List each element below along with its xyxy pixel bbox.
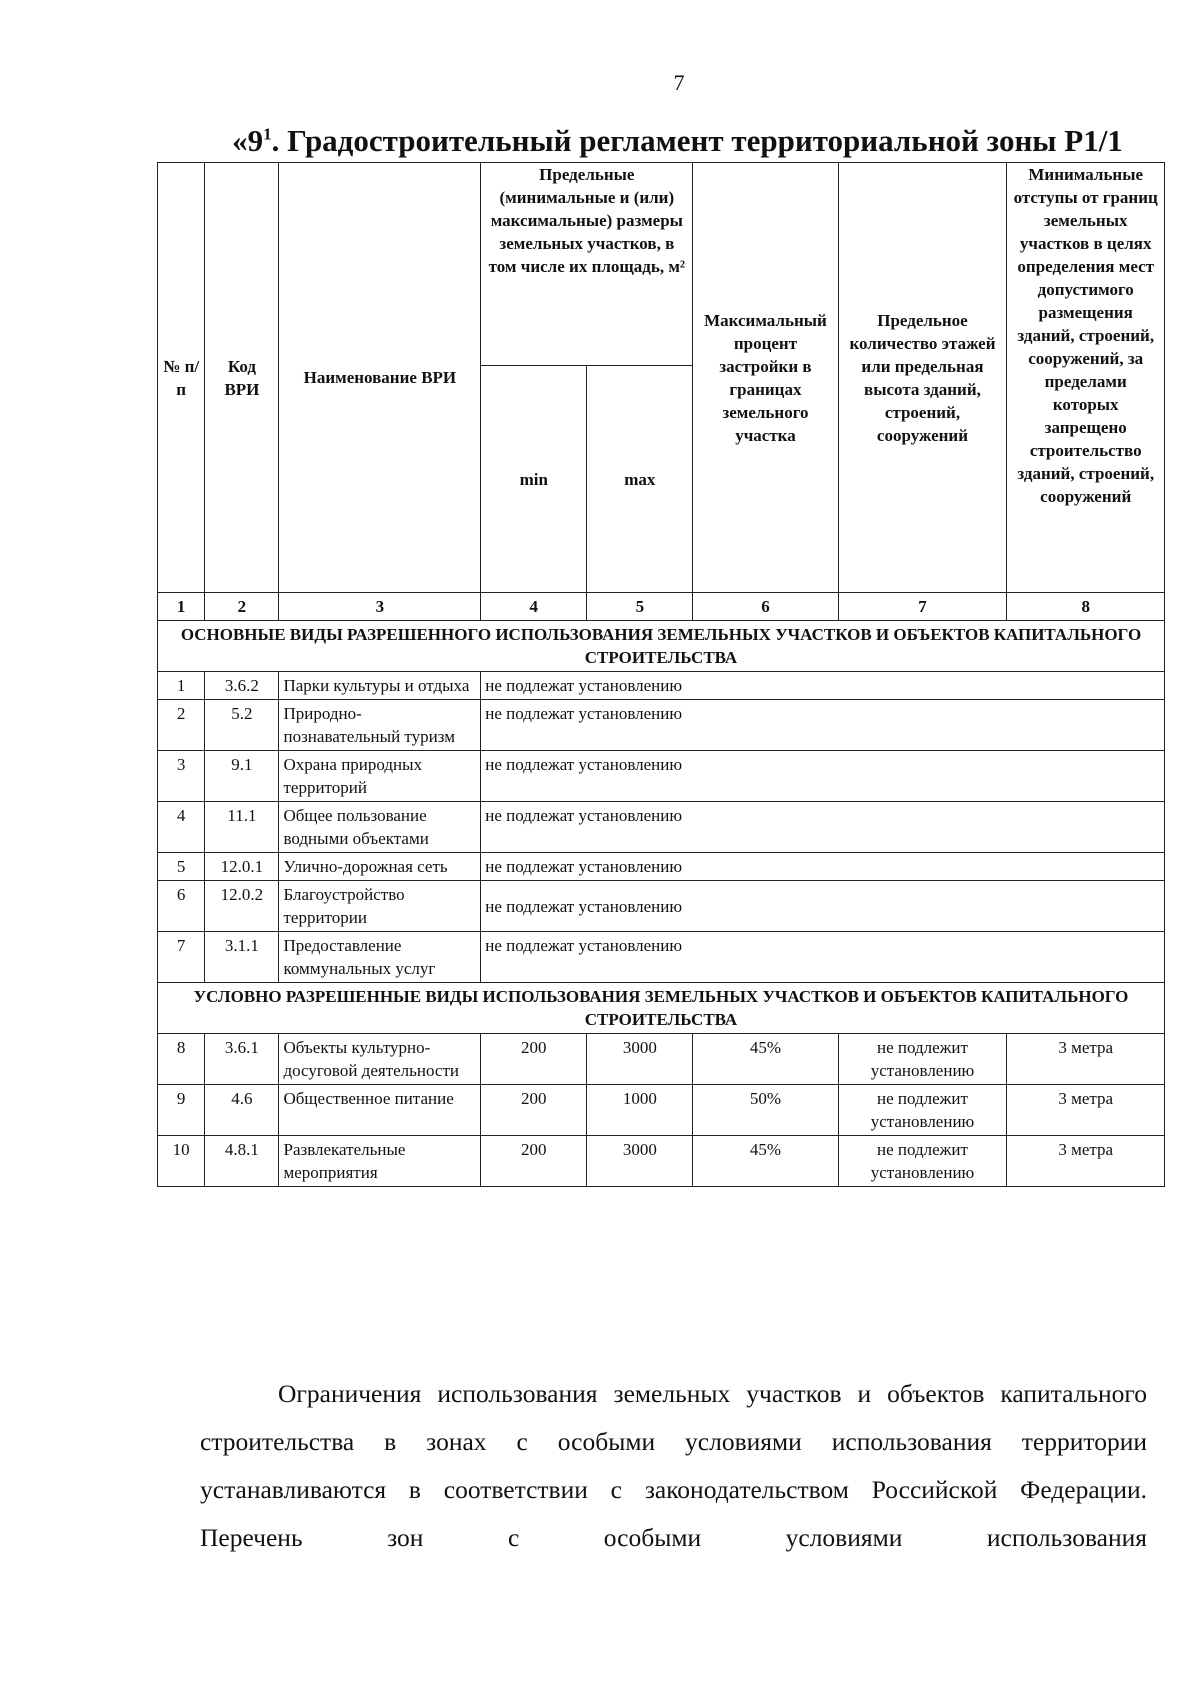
row-number: 2 [158, 700, 205, 751]
row-percent: 45% [693, 1034, 838, 1085]
row-code: 3.6.1 [205, 1034, 279, 1085]
row-max: 3000 [587, 1034, 693, 1085]
row-number: 1 [158, 672, 205, 700]
table-row [158, 802, 1165, 853]
row-name: Развлекательные мероприятия [279, 1136, 481, 1187]
title-text: . Градостроительный регламент территориальной зоны Р1/1 [271, 123, 1123, 158]
row-number: 4 [158, 802, 205, 853]
row-value: не подлежат установлению [481, 881, 1165, 932]
section-conditional-heading: УСЛОВНО РАЗРЕШЕННЫЕ ВИДЫ ИСПОЛЬЗОВАНИЯ ЗЕМЕЛЬНЫХ УЧАСТКОВ И ОБЪЕКТОВ КАПИТАЛЬНОГО СТРОИТЕЛЬСТВА [158, 983, 1165, 1034]
col-number: 7 [838, 593, 1007, 621]
row-name: Благоустройство территории [279, 881, 481, 932]
row-max: 3000 [587, 1136, 693, 1187]
row-max: 1000 [587, 1085, 693, 1136]
row-setback: 3 метра [1007, 1034, 1165, 1085]
header-setback: Минимальные отступы от границ земельных участков в целях определения мест допустимого размещения зданий, строений, сооружений, за пределами которых запрещено строительство зданий, строений, сооружений [1007, 163, 1165, 593]
row-setback: 3 метра [1007, 1136, 1165, 1187]
col-number: 3 [279, 593, 481, 621]
row-percent: 50% [693, 1085, 838, 1136]
table-row [158, 751, 1165, 802]
col-number: 4 [481, 593, 587, 621]
table-row [158, 672, 1165, 700]
page-number: 7 [673, 70, 685, 95]
table-row [158, 853, 1165, 881]
body-paragraph: Ограничения использования земельных участков и объектов капитального строительства в зонах с особыми условиями использования территории устанавливаются в соответствии с законодательством Российской Федерации. Перечень зон с особыми условиями использования [200, 1379, 1147, 1552]
page-title [0, 123, 1200, 159]
table-row [158, 932, 1165, 983]
col-number: 2 [205, 593, 279, 621]
regulation-table [157, 162, 1165, 1187]
row-value: не подлежат установлению [481, 853, 1165, 881]
row-code: 4.8.1 [205, 1136, 279, 1187]
row-name: Общее пользование водными объектами [279, 802, 481, 853]
row-code: 11.1 [205, 802, 279, 853]
row-value: не подлежат установлению [481, 932, 1165, 983]
row-code: 5.2 [205, 700, 279, 751]
header-sizes: Предельные (минимальные и (или) максимальные) размеры земельных участков, в том числе их площадь, м² [481, 163, 693, 366]
table-row [158, 1034, 1165, 1085]
row-value: не подлежат установлению [481, 700, 1165, 751]
row-code: 4.6 [205, 1085, 279, 1136]
header-percent: Максимальный процент застройки в границах земельного участка [693, 163, 838, 593]
column-numbers-row [158, 593, 1165, 621]
row-code: 3.6.2 [205, 672, 279, 700]
row-code: 3.1.1 [205, 932, 279, 983]
col-number: 6 [693, 593, 838, 621]
row-name: Парки культуры и отдыха [279, 672, 481, 700]
row-code: 12.0.1 [205, 853, 279, 881]
row-number: 10 [158, 1136, 205, 1187]
table-row [158, 1136, 1165, 1187]
row-code: 9.1 [205, 751, 279, 802]
header-floors: Предельное количество этажей или предельная высота зданий, строений, сооружений [838, 163, 1007, 593]
table-row [158, 1085, 1165, 1136]
row-name: Улично-дорожная сеть [279, 853, 481, 881]
row-number: 9 [158, 1085, 205, 1136]
row-name: Охрана природных территорий [279, 751, 481, 802]
title-prefix: «9 [232, 123, 264, 158]
col-number: 1 [158, 593, 205, 621]
row-value: не подлежат установлению [481, 672, 1165, 700]
header-num: № п/п [158, 163, 205, 593]
col-number: 5 [587, 593, 693, 621]
row-number: 7 [158, 932, 205, 983]
row-number: 8 [158, 1034, 205, 1085]
row-name: Природно-познавательный туризм [279, 700, 481, 751]
row-name: Общественное питание [279, 1085, 481, 1136]
section-main-heading: ОСНОВНЫЕ ВИДЫ РАЗРЕШЕННОГО ИСПОЛЬЗОВАНИЯ ЗЕМЕЛЬНЫХ УЧАСТКОВ И ОБЪЕКТОВ КАПИТАЛЬНОГО СТРОИТЕЛЬСТВА [158, 621, 1165, 672]
row-min: 200 [481, 1136, 587, 1187]
row-name: Предоставление коммунальных услуг [279, 932, 481, 983]
header-min: min [481, 366, 587, 593]
header-name: Наименование ВРИ [279, 163, 481, 593]
table-row [158, 881, 1165, 932]
row-value: не подлежат установлению [481, 751, 1165, 802]
row-percent: 45% [693, 1136, 838, 1187]
row-value: не подлежат установлению [481, 802, 1165, 853]
row-floors: не подлежит установлению [838, 1136, 1007, 1187]
col-number: 8 [1007, 593, 1165, 621]
row-min: 200 [481, 1085, 587, 1136]
row-setback: 3 метра [1007, 1085, 1165, 1136]
row-min: 200 [481, 1034, 587, 1085]
row-floors: не подлежит установлению [838, 1085, 1007, 1136]
table-row [158, 700, 1165, 751]
title-superscript: 1 [263, 124, 272, 144]
row-code: 12.0.2 [205, 881, 279, 932]
row-number: 6 [158, 881, 205, 932]
header-code: Код ВРИ [205, 163, 279, 593]
row-name: Объекты культурно-досуговой деятельности [279, 1034, 481, 1085]
row-floors: не подлежит установлению [838, 1034, 1007, 1085]
row-number: 5 [158, 853, 205, 881]
row-number: 3 [158, 751, 205, 802]
header-max: max [587, 366, 693, 593]
